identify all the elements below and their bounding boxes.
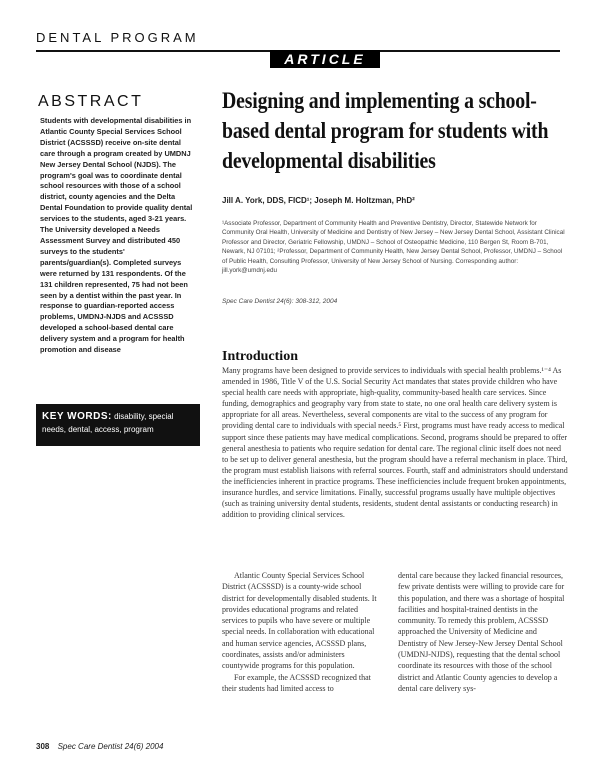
body-column-right bbox=[398, 570, 566, 694]
author-affiliations: ¹Associate Professor, Department of Community Health and Preventive Dentistry, Director, Statewide Network for Community Oral Health, University of Medicine and Dentistry of New Jersey – New Jersey Dental School, Assistant Clinical Professor and Director, Geriatric Fellowship, UMDNJ – School of Osteopathic Medicine, 110 Bergen St, Room B-701, Newark, NJ 07101; ²Professor, Department of Community Health, New Jersey Dental School, Professor, UMDNJ – School of Public Health, Consulting Professor, University of New Jersey School of Nursing. Corresponding author: jill.york@umdnj.edu bbox=[222, 220, 565, 275]
keywords-text: disability, special needs, dental, access, program bbox=[42, 412, 174, 434]
article-title: Designing and implementing a school-based dental program for students with developmental disabilities bbox=[222, 88, 549, 173]
body-paragraph: Atlantic County Special Services School District (ACSSSD) is a county-wide school district for developmentally disabled students. It provides educational programs and related services to pupils who have severe or multiple special needs. In collaboration with educational and human service agencies, ACSSSD plans, coordinates, assists and/or administers countywide programs for this population. bbox=[222, 571, 377, 671]
abstract-heading: ABSTRACT bbox=[38, 93, 144, 110]
body-column-left bbox=[222, 570, 382, 694]
page-number: 308 bbox=[36, 742, 50, 751]
abstract-body: Students with developmental disabilities in Atlantic County Special Services School District (ACSSSD) receive on-site dental care through a program created by UMDNJ New Jersey Dental School (NJDS). The program's goal was to coordinate dental school resources with those of a school district, county agencies and the Delta Dental Foundation to provide quality dental services to the students, aged 3-21 years. The University developed a Needs Assessment Survey and distributed 450 surveys to the students' parents/guardian(s). Completed surveys were returned by 131 respondents. Of the 131 children represented, 75 had not been seen by a dentist within the past year. In response to guardian-reported access problems, UMDNJ-NJDS and ACSSSD developed a school-based dental care delivery system and a program for health promotion and disease bbox=[40, 116, 193, 355]
journal-citation: Spec Care Dentist 24(6): 308-312, 2004 bbox=[222, 298, 338, 305]
article-authors: Jill A. York, DDS, FICD¹; Joseph M. Holtzman, PhD² bbox=[222, 196, 415, 205]
keywords-label: KEY WORDS: bbox=[42, 411, 112, 422]
article-tag: ARTICLE bbox=[270, 50, 380, 68]
body-paragraph: dental care because they lacked financial resources, few private dentists were willing to provide care for this population, and there was a shortage of hospital facilities and hospital-trained dentists in the community. To remedy this problem, ACSSSD approached the University of Medicine and Dentistry of New Jersey-New Jersey Dental School (UMDNJ-NJDS), requesting that the dental school coordinate its resources with those of the school district and Atlantic County agencies to develop a dental care delivery sys- bbox=[398, 571, 565, 693]
keywords-box bbox=[36, 404, 200, 446]
page-footer bbox=[36, 742, 163, 751]
introduction-heading: Introduction bbox=[222, 349, 298, 364]
footer-journal: Spec Care Dentist 24(6) 2004 bbox=[57, 742, 164, 751]
body-paragraph: For example, the ACSSSD recognized that their students had limited access to bbox=[222, 672, 371, 693]
section-label: DENTAL PROGRAM bbox=[36, 30, 199, 45]
introduction-body: Many programs have been designed to provide services to individuals with special health problems.¹⁻⁴ As amended in 1986, Title V of the U.S. Social Security Act mandates that states provide children who have special health care needs with appropriate, high-quality, community-based health care services. Since funding, demographics and geography vary from state to state, no one oral health care delivery system is appropriate for all areas. Nevertheless, several components are vital to the success of any program for providing dental care to individuals with special needs.⁵ First, programs must have ready access to medical support since these patients may have medical complications. Second, programs should be prepared to offer general anesthesia to patients who require sedation for dental care. The regional clinic itself does not need to be set up to deliver general anesthesia, but the program should have a referral mechanism in place. Third, the program must establish liaisons with referral sources. Fourth, staff and administrators should understand the inefficiencies inherent in practice programs. These inefficiencies include frequent broken appointments, insurance hurdles, and service limitations. Finally, successful programs usually have multiple objectives (such as training university dental students, residents, student dental assistants or conducting research) in addition to providing clinical services. bbox=[222, 366, 568, 520]
